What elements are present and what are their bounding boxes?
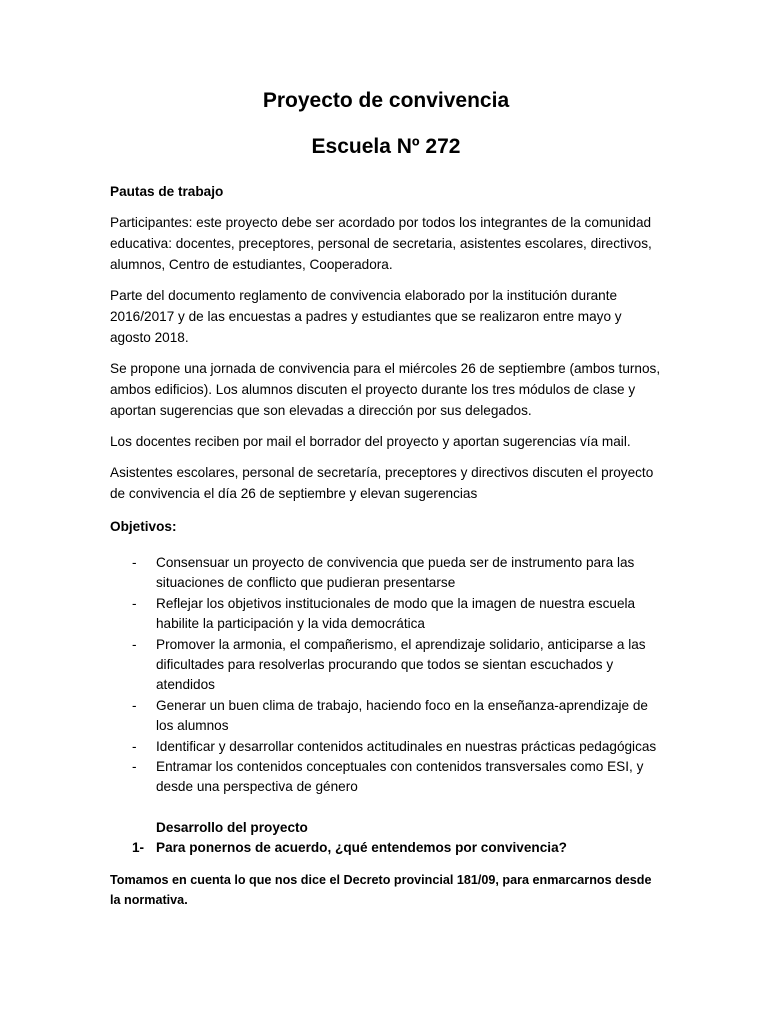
pautas-heading: Pautas de trabajo xyxy=(110,184,224,199)
numbered-item xyxy=(110,838,662,858)
objective-text: Promover la armonia, el compañerismo, el aprendizaje solidario, anticiparse a las dificultades para resolverlas procurando que todos se sientan escuchados y atendidos xyxy=(156,636,646,693)
list-item xyxy=(110,553,662,594)
paragraph-jornada: Se propone una jornada de convivencia para el miércoles 26 de septiembre (ambos turnos, ambos edificios). Los alumnos discuten el proyecto durante los tres módulos de clase y aportan sugerencias que son elevadas a dirección por sus delegados. xyxy=(110,361,661,418)
development-heading: Desarrollo del proyecto xyxy=(156,819,308,835)
objective-text: Consensuar un proyecto de convivencia que pueda ser de instrumento para las situaciones de conflicto que pudieran presentarse xyxy=(156,555,635,591)
paragraph-asistentes: Asistentes escolares, personal de secretaría, preceptores y directivos discuten el proyecto de convivencia el día 26 de septiembre y elevan sugerencias xyxy=(110,465,654,501)
paragraph-reglamento: Parte del documento reglamento de convivencia elaborado por la institución durante 2016/2017 y de las encuestas a padres y estudiantes que se realizaron entre mayo y agosto 2018. xyxy=(110,288,622,345)
objectives-list xyxy=(110,553,662,798)
bullet-marker: - xyxy=(132,555,137,570)
item-text: Para ponernos de acuerdo, ¿qué entendemos por convivencia? xyxy=(156,839,567,855)
list-item xyxy=(110,757,662,798)
bullet-marker: - xyxy=(132,697,137,713)
bullet-marker: - xyxy=(132,759,137,775)
objectives-heading: Objetivos: xyxy=(110,519,177,534)
objective-text: Reflejar los objetivos institucionales de modo que la imagen de nuestra escuela habilite la participación y la vida democrática xyxy=(156,595,636,632)
closing-paragraph: Tomamos en cuenta lo que nos dice el Decreto provincial 181/09, para enmarcarnos desde la normativa. xyxy=(110,872,652,907)
document-page xyxy=(110,88,662,910)
bullet-marker: - xyxy=(132,738,137,754)
objective-text: Entramar los contenidos conceptuales con contenidos transversales como ESI, y desde una perspectiva de género xyxy=(156,759,644,795)
list-item xyxy=(110,594,662,635)
item-number: 1- xyxy=(132,839,145,855)
objective-text: Identificar y desarrollar contenidos actitudinales en nuestras prácticas pedagógicas xyxy=(156,738,657,754)
document-subtitle: Escuela Nº 272 xyxy=(311,135,461,158)
list-item xyxy=(110,737,662,757)
bullet-marker: - xyxy=(132,595,137,611)
bullet-marker: - xyxy=(132,636,137,652)
list-item xyxy=(110,696,662,737)
paragraph-docentes: Los docentes reciben por mail el borrador del proyecto y aportan sugerencias vía mail. xyxy=(110,434,631,449)
paragraph-participantes: Participantes: este proyecto debe ser acordado por todos los integrantes de la comunidad educativa: docentes, preceptores, personal de secretaria, asistentes escolares, directivos, alumnos, Centro de estudiantes, Cooperadora. xyxy=(110,215,652,272)
objective-text: Generar un buen clima de trabajo, haciendo foco en la enseñanza-aprendizaje de los alumnos xyxy=(156,697,648,734)
document-title: Proyecto de convivencia xyxy=(262,89,510,112)
list-item xyxy=(110,635,662,696)
